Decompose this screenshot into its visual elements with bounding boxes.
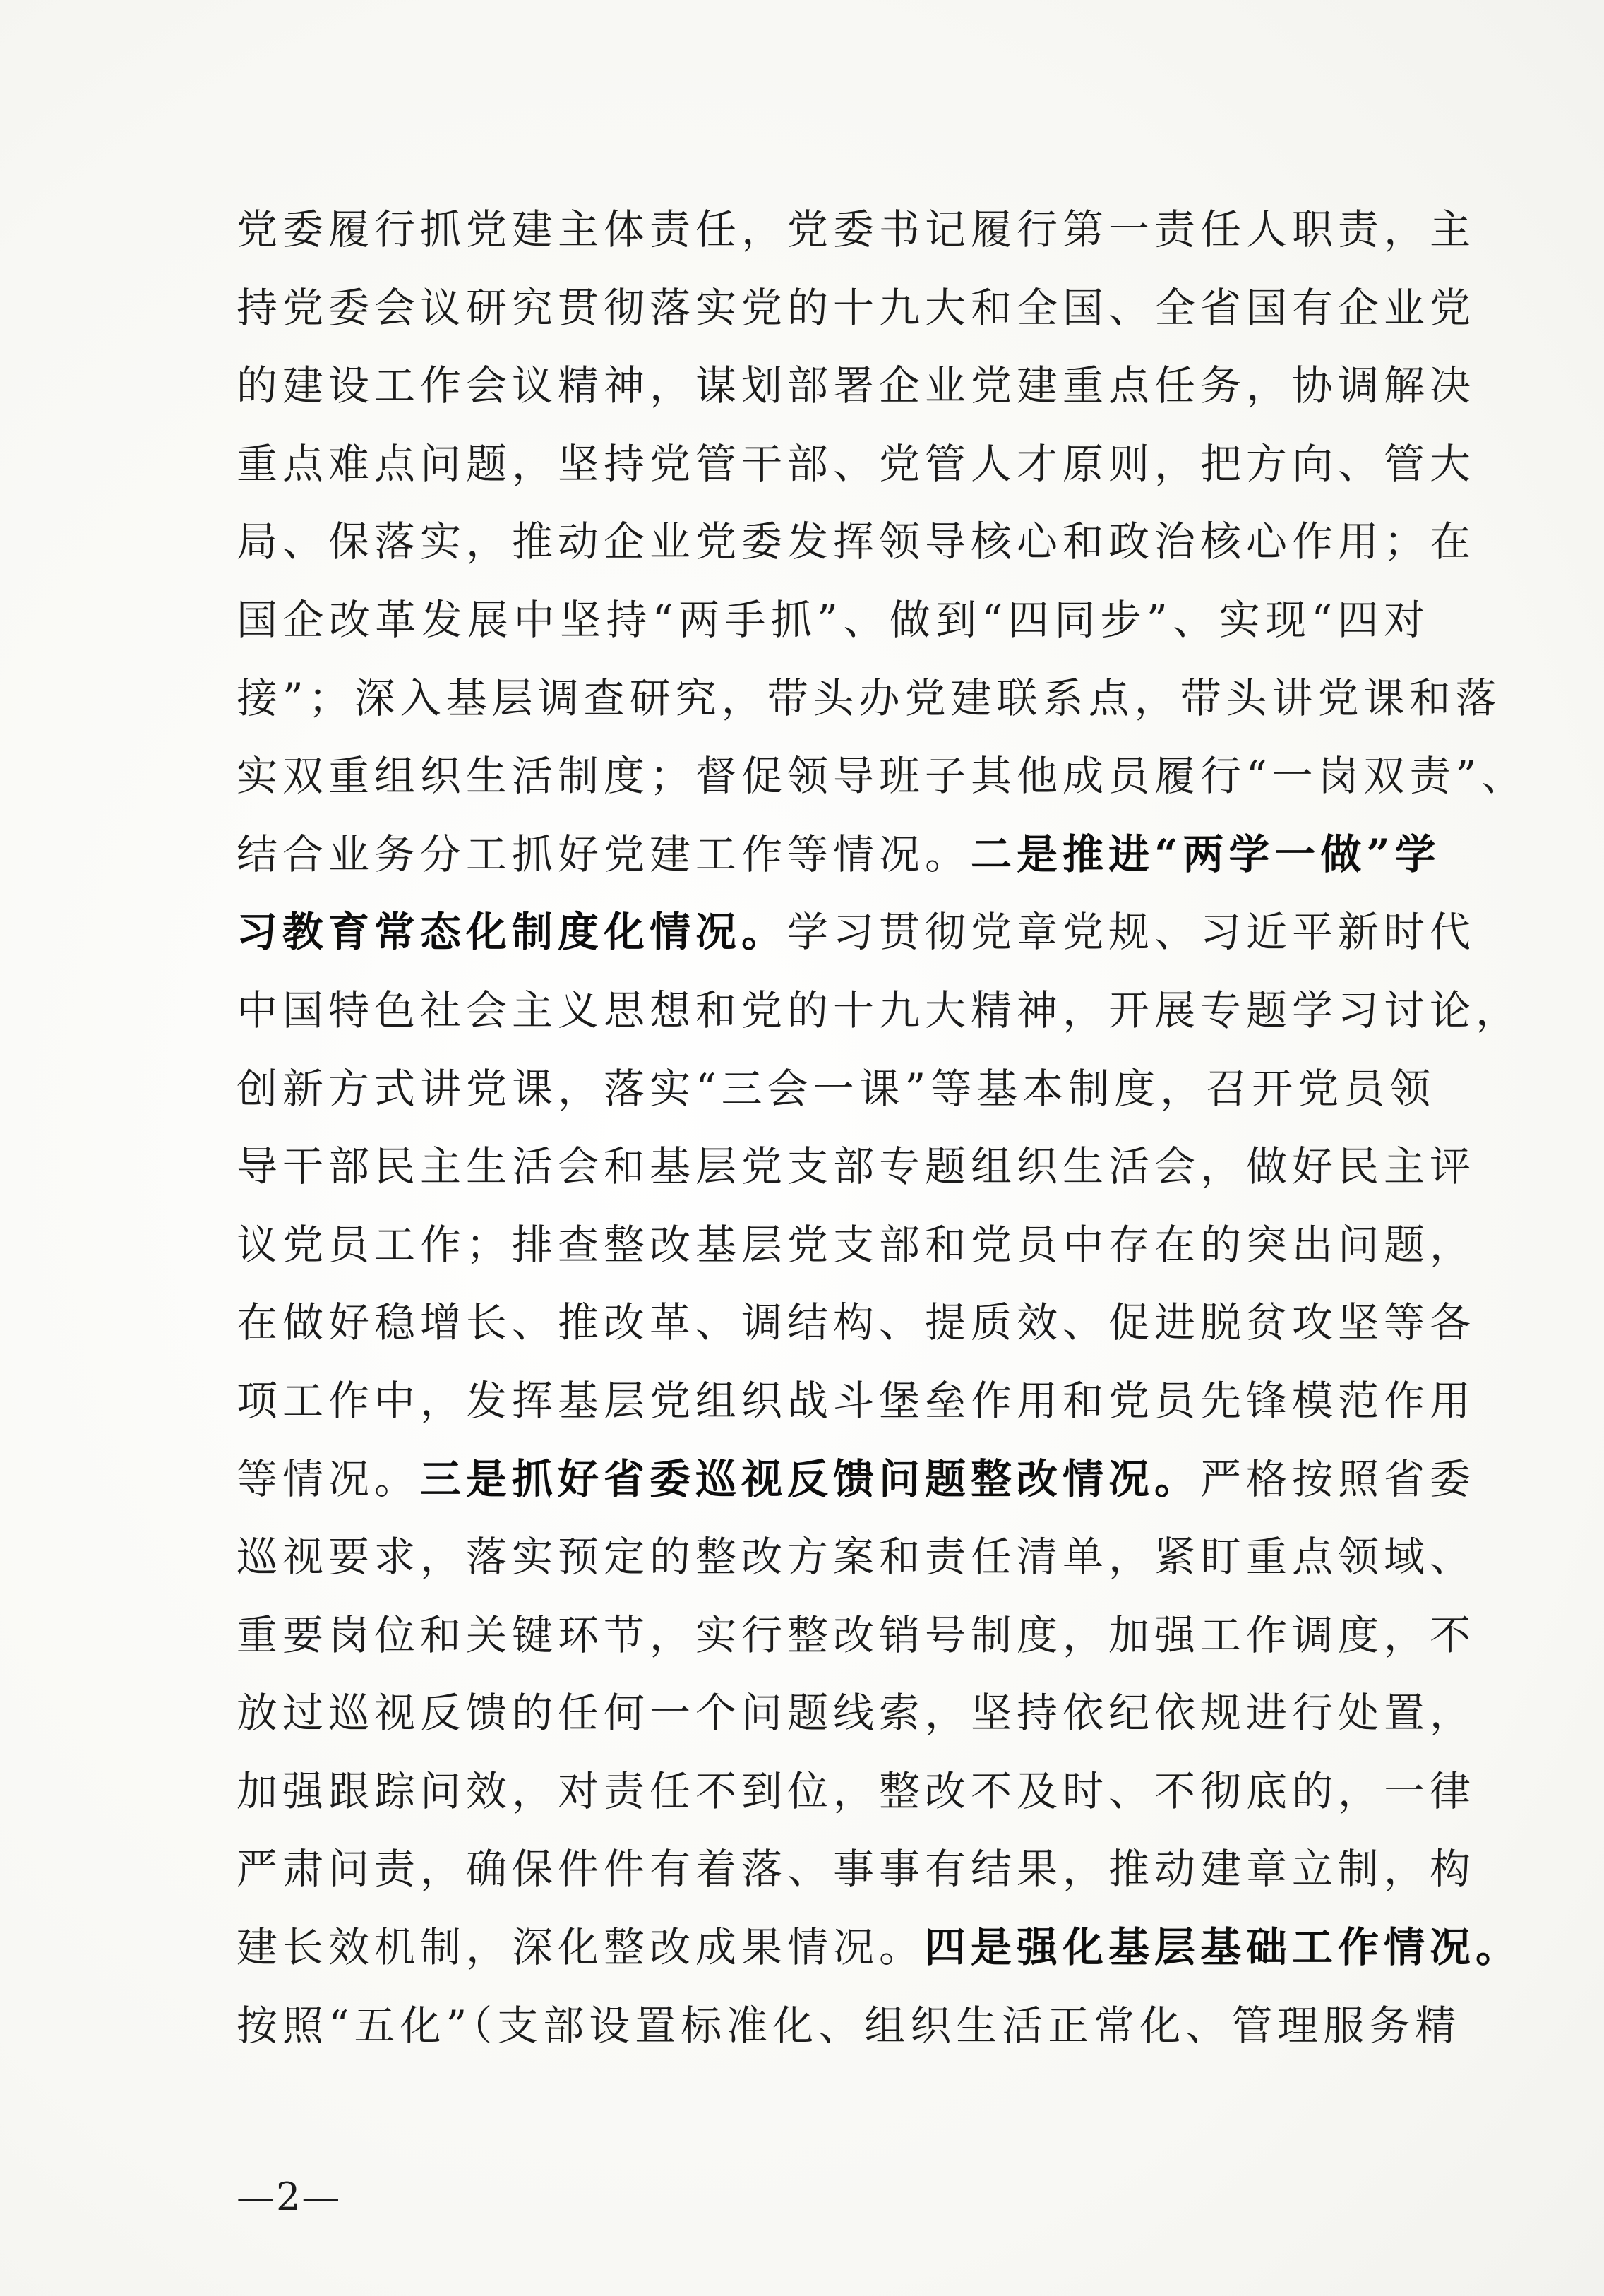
paragraph-text: 持党委会议研究贯彻落实党的十九大和全国、全省国有企业党 [237, 283, 1476, 332]
paragraph-text: 在做好稳增长、推改革、调结构、提质效、促进脱贫攻坚等各 [237, 1298, 1476, 1347]
bold-heading-text: 四是强化基层基础工作情况。 [925, 1923, 1522, 1972]
paragraph-text: 导干部民主生活会和基层党支部专题组织生活会，做好民主评 [237, 1142, 1476, 1191]
paragraph-text: 接”；深入基层调查研究，带头办党建联系点，带头讲党课和落 [237, 674, 1502, 722]
text-line [237, 971, 1522, 1050]
paragraph-text: 项工作中，发挥基层党组织战斗堡垒作用和党员先锋模范作用 [237, 1376, 1476, 1425]
bold-heading-text: 三是抓好省委巡视反馈问题整改情况。 [420, 1454, 1201, 1503]
paragraph-text: 建长效机制，深化整改成果情况。 [237, 1923, 926, 1972]
paragraph-text: 结合业务分工抓好党建工作等情况。 [237, 830, 971, 878]
text-line [237, 425, 1476, 503]
paragraph-text: 创新方式讲党课，落实“三会一课”等基本制度，召开党员领 [237, 1064, 1436, 1113]
paragraph-text: 严格按照省委 [1200, 1454, 1476, 1503]
text-line [237, 1206, 1476, 1284]
text-line [237, 191, 1476, 269]
text-line [237, 1284, 1476, 1362]
bold-heading-text: 二是推进“两学一做”学 [971, 830, 1441, 878]
text-line [237, 269, 1476, 347]
paragraph-text: 议党员工作；排查整改基层党支部和党员中存在的突出问题， [237, 1220, 1476, 1269]
paragraph-text: 党委履行抓党建主体责任，党委书记履行第一责任人职责，主 [237, 205, 1476, 253]
text-line [237, 1440, 1476, 1519]
text-line [237, 893, 1476, 971]
paragraph-text: 严肃问责，确保件件有着落、事事有结果，推动建章立制，构 [237, 1845, 1476, 1894]
text-line [237, 581, 1430, 659]
text-line [237, 1362, 1476, 1440]
paragraph-text: 等情况。 [237, 1454, 421, 1503]
text-line [237, 1674, 1476, 1752]
text-line [237, 347, 1476, 425]
paragraph-text: 局、保落实，推动企业党委发挥领导核心和政治核心作用；在 [237, 518, 1476, 566]
text-line [237, 1752, 1476, 1831]
text-line [237, 503, 1476, 581]
paragraph-text: 的建设工作会议精神，谋划部署企业党建重点任务，协调解决 [237, 361, 1476, 410]
paragraph-text: 放过巡视反馈的任何一个问题线索，坚持依纪依规进行处置， [237, 1689, 1476, 1738]
paragraph-text: 重要岗位和关键环节，实行整改销号制度，加强工作调度，不 [237, 1610, 1476, 1659]
paragraph-text: 实双重组织生活制度；督促领导班子其他成员履行“一岗双责”、 [237, 752, 1528, 801]
paragraph-text: 中国特色社会主义思想和党的十九大精神，开展专题学习讨论， [237, 986, 1522, 1034]
text-line [237, 815, 1441, 894]
paragraph-text: 加强跟踪问效，对责任不到位，整改不及时、不彻底的，一律 [237, 1766, 1476, 1815]
text-line [237, 659, 1502, 738]
page-number: —2— [237, 2175, 342, 2219]
paragraph-text: 国企改革发展中坚持“两手抓”、做到“四同步”、实现“四对 [237, 595, 1430, 644]
text-line [237, 1128, 1476, 1206]
paragraph-text: 巡视要求，落实预定的整改方案和责任清单，紧盯重点领域、 [237, 1533, 1476, 1582]
text-line [237, 1518, 1476, 1596]
text-line [237, 1596, 1476, 1675]
paragraph-text: 学习贯彻党章党规、习近平新时代 [787, 908, 1476, 957]
text-line [237, 737, 1528, 815]
paragraph-text: 重点难点问题，坚持党管干部、党管人才原则，把方向、管大 [237, 439, 1476, 488]
body-text [237, 191, 1528, 2064]
bold-heading-text: 习教育常态化制度化情况。 [237, 908, 788, 957]
text-line [237, 1830, 1476, 1908]
text-line [237, 1050, 1436, 1128]
text-line [237, 1908, 1522, 1987]
text-line [237, 1987, 1461, 2065]
paragraph-text: 按照“五化”（支部设置标准化、组织生活正常化、管理服务精 [237, 2001, 1461, 2050]
